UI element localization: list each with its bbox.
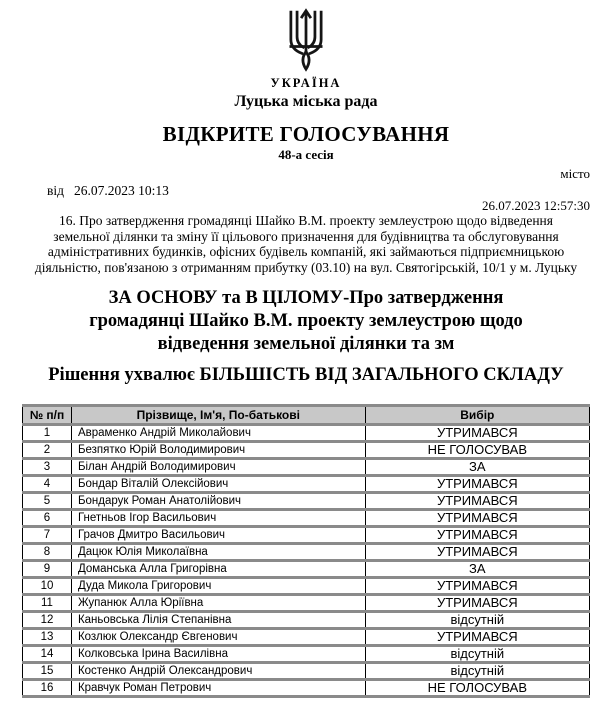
row-number: 12 xyxy=(23,612,72,629)
resolution-rule: Рішення ухвалює БІЛЬШІСТЬ ВІД ЗАГАЛЬНОГО СКЛАДУ xyxy=(48,365,564,386)
row-number: 1 xyxy=(23,425,72,442)
table-row xyxy=(23,442,590,459)
vote-value: УТРИМАВСЯ xyxy=(365,425,589,442)
row-number: 9 xyxy=(23,561,72,578)
council-name: Луцька міська рада xyxy=(234,93,378,110)
place-label: місто xyxy=(560,166,590,181)
deputy-name: Дацюк Юлія Миколаївна xyxy=(71,544,365,561)
vote-value: УТРИМАВСЯ xyxy=(365,544,589,561)
row-number: 4 xyxy=(23,476,72,493)
deputy-name: Каньовська Лілія Степанівна xyxy=(71,612,365,629)
table-row xyxy=(23,527,590,544)
table-row xyxy=(23,578,590,595)
start-datetime-line xyxy=(22,183,590,198)
end-datetime: 26.07.2023 12:57:30 xyxy=(482,198,590,213)
resolution-title: ЗА ОСНОВУ та В ЦІЛОМУ-Про затвердження громадянці Шайко В.М. проекту землеустрою щодо відведення земельної ділянки та зм xyxy=(89,288,523,355)
table-row xyxy=(23,629,590,646)
deputy-name: Жупанюк Алла Юріївна xyxy=(71,595,365,612)
row-number: 2 xyxy=(23,442,72,459)
table-row xyxy=(23,680,590,697)
row-number: 3 xyxy=(23,459,72,476)
table-row xyxy=(23,510,590,527)
row-number: 7 xyxy=(23,527,72,544)
table-header-row xyxy=(23,406,590,425)
ukraine-trident-icon xyxy=(284,8,328,74)
agenda-item-text: 16. Про затвердження громадянці Шайко В.М. проекту землеустрою щодо відведення земельної ділянки та зміну її цільового призначення для будівництва та обслуговування адміністративних будинків, офісних будівель компаній, які займаються підприємницькою діяльністю, пов'язаною з отриманням прибутку (03.10) на вул. Святогірській, 10/1 у м. Луцьку xyxy=(34,213,578,275)
deputy-name: Доманська Алла Григорівна xyxy=(71,561,365,578)
row-number: 13 xyxy=(23,629,72,646)
row-number: 15 xyxy=(23,663,72,680)
row-number: 5 xyxy=(23,493,72,510)
vote-value: УТРИМАВСЯ xyxy=(365,476,589,493)
row-number: 14 xyxy=(23,646,72,663)
vote-value: УТРИМАВСЯ xyxy=(365,578,589,595)
column-header-vote: Вибір xyxy=(365,406,589,425)
table-row xyxy=(23,561,590,578)
row-number: 8 xyxy=(23,544,72,561)
vote-value: НЕ ГОЛОСУВАВ xyxy=(365,442,589,459)
deputy-name: Білан Андрій Володимирович xyxy=(71,459,365,476)
vote-value: відсутній xyxy=(365,612,589,629)
vote-value: відсутній xyxy=(365,663,589,680)
country-label: УКРАЇНА xyxy=(270,76,342,90)
deputy-name: Авраменко Андрій Миколайович xyxy=(71,425,365,442)
deputy-name: Кравчук Роман Петрович xyxy=(71,680,365,697)
deputy-name: Бондарук Роман Анатолійович xyxy=(71,493,365,510)
column-header-number: № п/п xyxy=(23,406,72,425)
table-row xyxy=(23,544,590,561)
table-row xyxy=(23,425,590,442)
table-row xyxy=(23,595,590,612)
vote-value: відсутній xyxy=(365,646,589,663)
table-row xyxy=(23,646,590,663)
deputy-name: Козлюк Олександр Євгенович xyxy=(71,629,365,646)
deputy-name: Бондар Віталій Олексійович xyxy=(71,476,365,493)
document-title: ВІДКРИТЕ ГОЛОСУВАННЯ xyxy=(162,122,450,146)
deputy-name: Безпятко Юрій Володимирович xyxy=(71,442,365,459)
deputy-name: Гнетньов Ігор Васильович xyxy=(71,510,365,527)
deputy-name: Костенко Андрій Олександрович xyxy=(71,663,365,680)
vote-value: УТРИМАВСЯ xyxy=(365,510,589,527)
vote-table xyxy=(22,404,590,698)
vote-value: УТРИМАВСЯ xyxy=(365,629,589,646)
from-label: від xyxy=(47,183,64,198)
vote-value: УТРИМАВСЯ xyxy=(365,493,589,510)
deputy-name: Дуда Микола Григорович xyxy=(71,578,365,595)
row-number: 10 xyxy=(23,578,72,595)
table-row xyxy=(23,459,590,476)
vote-value: ЗА xyxy=(365,561,589,578)
row-number: 11 xyxy=(23,595,72,612)
table-row xyxy=(23,493,590,510)
start-datetime: 26.07.2023 10:13 xyxy=(74,183,169,198)
deputy-name: Грачов Дмитро Васильович xyxy=(71,527,365,544)
deputy-name: Колковська Ірина Василівна xyxy=(71,646,365,663)
column-header-name: Прізвище, Ім'я, По-батькові xyxy=(71,406,365,425)
table-row xyxy=(23,612,590,629)
vote-value: УТРИМАВСЯ xyxy=(365,527,589,544)
vote-value: УТРИМАВСЯ xyxy=(365,595,589,612)
row-number: 6 xyxy=(23,510,72,527)
table-row xyxy=(23,663,590,680)
vote-value: ЗА xyxy=(365,459,589,476)
session-label: 48-а сесія xyxy=(278,147,334,162)
row-number: 16 xyxy=(23,680,72,697)
vote-value: НЕ ГОЛОСУВАВ xyxy=(365,680,589,697)
vote-table-body xyxy=(23,425,590,697)
emblem-container xyxy=(22,8,590,74)
table-row xyxy=(23,476,590,493)
